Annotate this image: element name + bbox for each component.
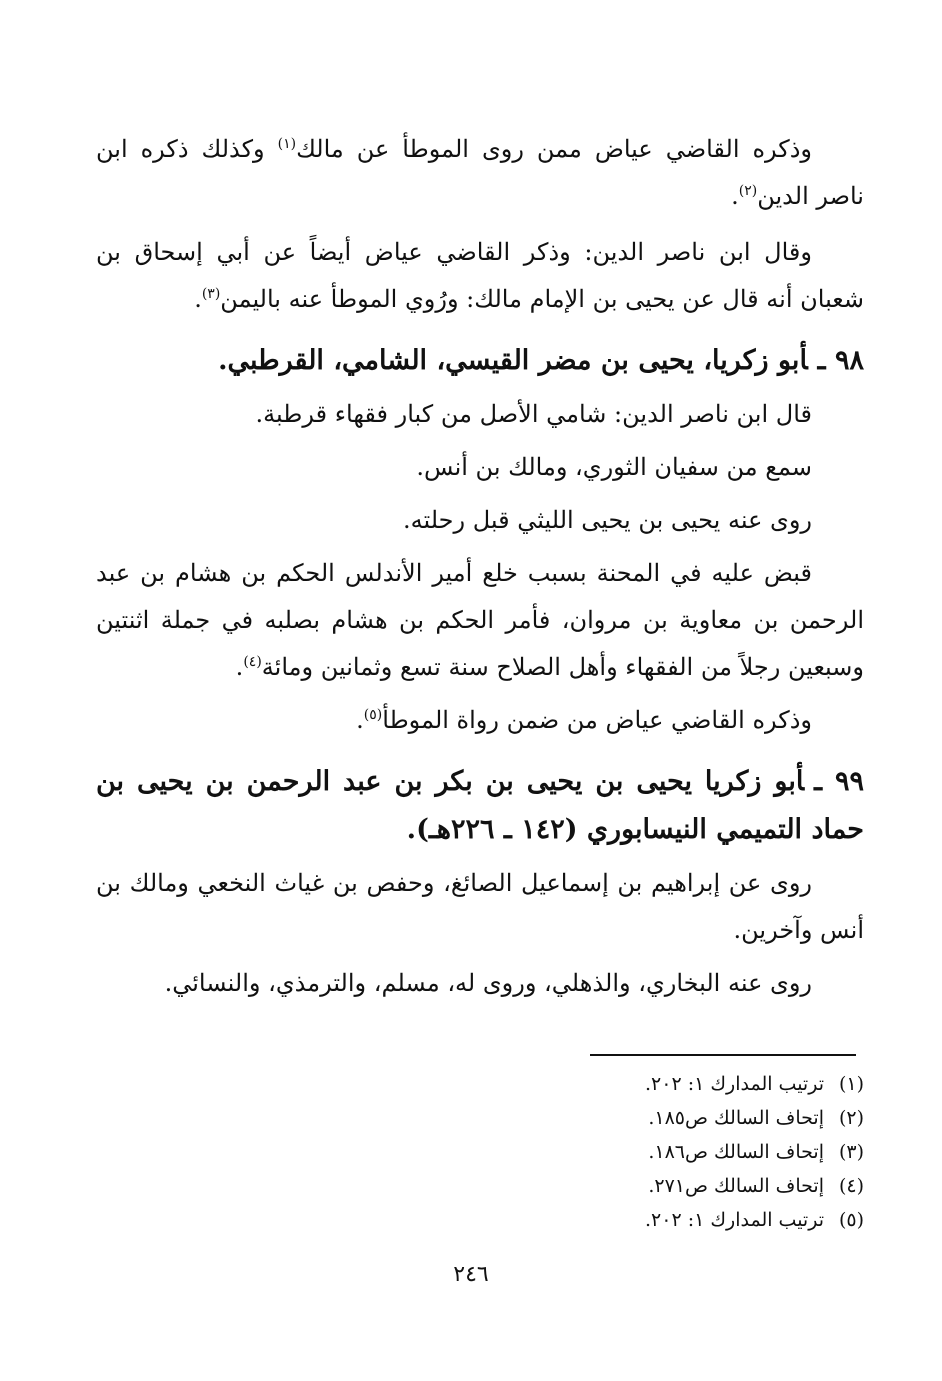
footnote-number: (٥) xyxy=(838,1209,864,1231)
paragraph-qadi-iyad xyxy=(96,126,864,220)
footnote-number: (٤) xyxy=(838,1175,864,1197)
footnotes-list xyxy=(464,1067,864,1237)
footnote-text: ترتيب المدارك ١: ٢٠٢. xyxy=(644,1073,824,1095)
paragraph-ibn-nasir xyxy=(96,229,864,323)
footnote-number: (١) xyxy=(838,1073,864,1095)
footnote-text: ترتيب المدارك ١: ٢٠٢. xyxy=(644,1209,824,1231)
footnote-item xyxy=(464,1203,864,1237)
paragraph-text: وذكره القاضي عياض من ضمن رواة الموطأ xyxy=(382,706,812,734)
period: . xyxy=(194,285,202,313)
paragraph-text: وذكره القاضي عياض ممن روى الموطأ عن مالك xyxy=(296,135,812,163)
page-number: ٢٤٦ xyxy=(453,1262,489,1287)
entry-number: ٩٩ ـ xyxy=(814,766,864,797)
footnote-divider xyxy=(590,1054,856,1056)
entry-98-line: سمع من سفيان الثوري، ومالك بن أنس. xyxy=(416,453,812,481)
entry-number: ٩٨ ـ xyxy=(817,345,864,376)
footnote-ref[interactable]: (٥) xyxy=(363,707,383,723)
footnote-item xyxy=(464,1067,864,1101)
footnote-item xyxy=(464,1135,864,1169)
period: . xyxy=(356,706,364,734)
entry-98-line: قال ابن ناصر الدين: شامي الأصل من كبار فقهاء قرطبة. xyxy=(255,400,812,428)
paragraph-text: وكذلك ذكره ابن ناصر الدين xyxy=(96,135,864,210)
footnote-ref[interactable]: (٣) xyxy=(201,286,221,302)
period: . xyxy=(731,182,739,210)
page-body xyxy=(96,126,864,1007)
entry-99-narrated-by: روى عنه البخاري، والذهلي، وروى له، مسلم، والترمذي، والنسائي. xyxy=(164,969,812,997)
entry-title: أبو زكريا يحيى بن يحيى بن بكر بن عبد الرحمن بن يحيى بن حماد التميمي النيسابوري (١٤٢ ـ ٢٢٦هـ). xyxy=(96,766,864,845)
period: . xyxy=(235,653,244,681)
footnote-ref[interactable]: (١) xyxy=(277,136,297,152)
paragraph-text: وقال ابن ناصر الدين: وذكر القاضي عياض أيضاً عن أبي إسحاق بن شعبان أنه قال عن يحيى بن الإمام مالك: ورُوي الموطأ عنه باليمن xyxy=(96,238,864,313)
footnote-number: (٢) xyxy=(838,1107,864,1129)
footnote-number: (٣) xyxy=(838,1141,864,1163)
footnote-ref[interactable]: (٤) xyxy=(243,654,262,670)
entry-98-mihna-paragraph xyxy=(96,550,864,691)
footnote-text: إتحاف السالك ص١٨٦. xyxy=(648,1141,824,1163)
entry-title: أبو زكريا، يحيى بن مضر القيسي، الشامي، القرطبي. xyxy=(218,345,808,376)
footnote-item xyxy=(464,1169,864,1203)
entry-98-heading xyxy=(96,337,864,385)
entry-99-heading xyxy=(96,758,864,854)
paragraph-text: قبض عليه في المحنة بسبب خلع أمير الأندلس الحكم بن هشام بن عبد الرحمن بن معاوية بن مروان، فأمر الحكم بن هشام بصلبه في جملة اثنتين وسبعين رجلاً من الفقهاء وأهل الصلاح سنة تسع وثمانين ومائة xyxy=(96,559,864,681)
footnote-ref[interactable]: (٢) xyxy=(738,183,758,199)
footnote-item xyxy=(464,1101,864,1135)
entry-98-muwatta-paragraph xyxy=(96,697,864,744)
footnote-text: إتحاف السالك ص٢٧١. xyxy=(648,1175,824,1197)
footnote-text: إتحاف السالك ص١٨٥. xyxy=(648,1107,824,1129)
entry-99-narrated-from: روى عن إبراهيم بن إسماعيل الصائغ، وحفص بن غياث النخعي ومالك بن أنس وآخرين. xyxy=(96,869,864,944)
entry-98-line: روى عنه يحيى بن يحيى الليثي قبل رحلته. xyxy=(403,506,812,534)
